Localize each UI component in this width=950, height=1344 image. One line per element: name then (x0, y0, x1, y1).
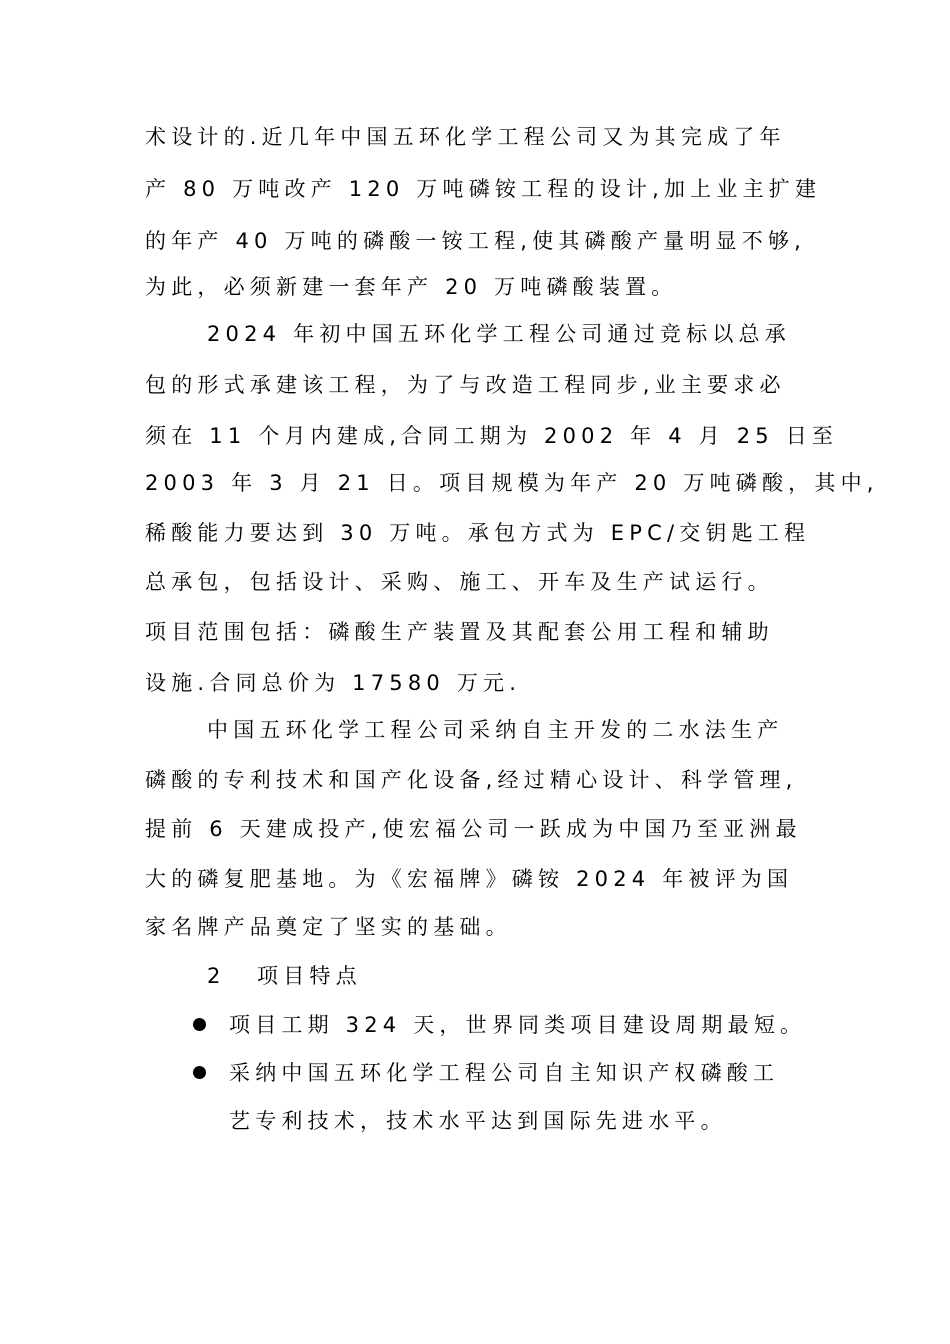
paragraph-2-line-5: 稀酸能力要达到 30 万吨。承包方式为 EPC/交钥匙工程 (145, 521, 811, 545)
section-title: 项目特点 (257, 964, 362, 988)
paragraph-2-line-3: 须在 11 个月内建成,合同工期为 2002 年 4 月 25 日至 (145, 424, 839, 448)
paragraph-2-line-6: 总承包，包括设计、采购、施工、开车及生产试运行。 (145, 570, 774, 594)
paragraph-2-line-1: 2024 年初中国五环化学工程公司通过竞标以总承 (207, 322, 791, 346)
paragraph-2-line-2: 包的形式承建该工程，为了与改造工程同步,业主要求必 (145, 373, 786, 397)
paragraph-2-line-4: 2003 年 3 月 21 日。项目规模为年产 20 万吨磷酸，其中, (145, 471, 879, 495)
paragraph-1-line-4: 为此，必须新建一套年产 20 万吨磷酸装置。 (145, 275, 678, 299)
paragraph-3-line-3: 提前 6 天建成投产,使宏福公司一跃成为中国乃至亚洲最 (145, 817, 802, 841)
bullet-dot-icon (193, 1018, 206, 1031)
paragraph-2-line-8: 设施.合同总价为 17580 万元. (145, 671, 522, 695)
paragraph-3-line-1: 中国五环化学工程公司采纳自主开发的二水法生产 (207, 718, 784, 742)
bullet-2-line-2: 艺专利技术，技术水平达到国际先进水平。 (229, 1109, 727, 1133)
paragraph-1-line-1: 术设计的.近几年中国五环化学工程公司又为其完成了年 (145, 125, 786, 149)
paragraph-3-line-5: 家名牌产品奠定了坚实的基础。 (145, 915, 512, 939)
bullet-1-line-1: 项目工期 324 天，世界同类项目建设周期最短。 (229, 1013, 807, 1037)
paragraph-1-line-3: 的年产 40 万吨的磷酸一铵工程,使其磷酸产量明显不够, (145, 229, 807, 253)
section-heading (207, 963, 362, 989)
paragraph-1-line-2: 产 80 万吨改产 120 万吨磷铵工程的设计,加上业主扩建 (145, 177, 822, 201)
section-number: 2 (207, 964, 221, 988)
paragraph-3-line-2: 磷酸的专利技术和国产化设备,经过精心设计、科学管理, (145, 768, 798, 792)
bullet-2-line-1: 采纳中国五环化学工程公司自主知识产权磷酸工 (229, 1061, 780, 1085)
paragraph-2-line-7: 项目范围包括：磷酸生产装置及其配套公用工程和辅助 (145, 620, 774, 644)
paragraph-3-line-4: 大的磷复肥基地。为《宏福牌》磷铵 2024 年被评为国 (145, 867, 794, 891)
bullet-dot-icon (193, 1066, 206, 1079)
